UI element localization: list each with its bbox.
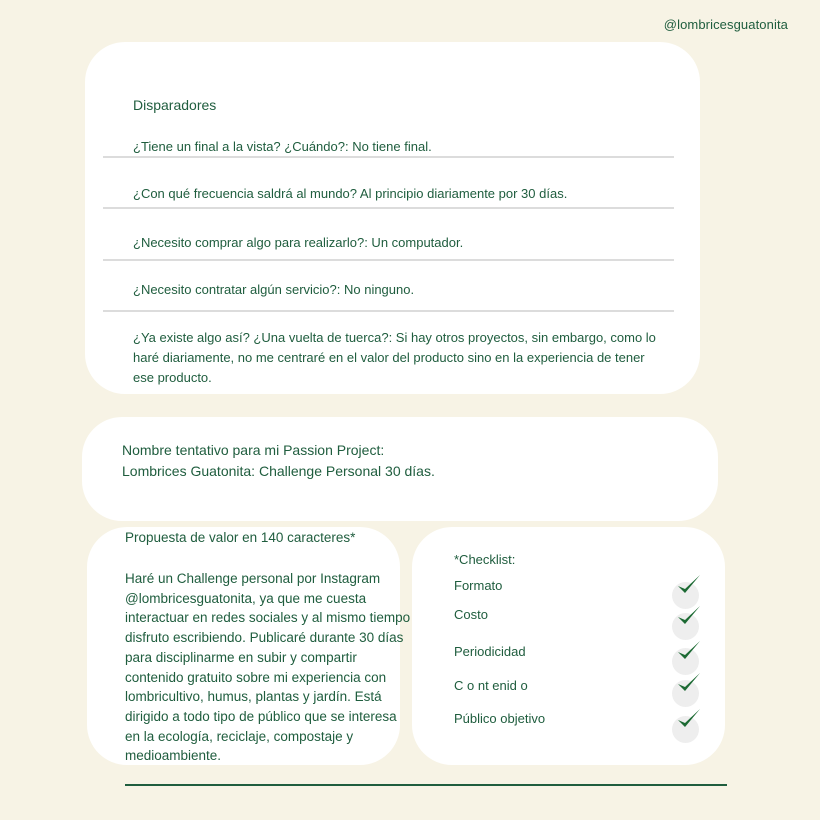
divider xyxy=(103,207,674,209)
trigger-question: ¿Necesito comprar algo para realizarlo?: Un computador. xyxy=(133,235,464,250)
trigger-question: ¿Con qué frecuencia saldrá al mundo? Al principio diariamente por 30 días. xyxy=(133,186,568,201)
value-proposition-title: Propuesta de valor en 140 caracteres* xyxy=(125,530,356,545)
checkmark-icon xyxy=(676,706,702,732)
checklist-card xyxy=(412,527,725,765)
divider xyxy=(103,310,674,312)
divider xyxy=(103,156,674,158)
checkmark-icon xyxy=(676,638,702,664)
trigger-question: ¿Necesito contratar algún servicio?: No ninguno. xyxy=(133,282,415,297)
checklist-item-label: Público objetivo xyxy=(454,711,546,726)
divider xyxy=(103,259,674,261)
trigger-question: ¿Ya existe algo así? ¿Una vuelta de tuerca?: Si hay otros proyectos, sin embargo, como lo haré diariamente, no me centraré en el valor del producto sino en la experiencia de tener ese producto. xyxy=(133,330,656,385)
project-name-card xyxy=(82,417,718,521)
checklist-item-label: Costo xyxy=(454,607,488,622)
instagram-handle: @lombricesguatonita xyxy=(663,17,788,32)
trigger-question: ¿Tiene un final a la vista? ¿Cuándo?: No tiene final. xyxy=(133,139,432,154)
checkmark-icon xyxy=(676,572,702,598)
checklist-item-check[interactable] xyxy=(672,576,699,603)
project-name-label: Nombre tentativo para mi Passion Project: xyxy=(122,442,385,458)
checklist-item-check[interactable] xyxy=(672,642,699,669)
triggers-card xyxy=(85,42,700,394)
checklist-title: *Checklist: xyxy=(454,552,516,567)
value-proposition-card xyxy=(87,527,411,765)
checklist-item-check[interactable] xyxy=(672,710,699,737)
checklist-item-check[interactable] xyxy=(672,607,699,634)
checklist-item-label: Formato xyxy=(454,578,503,593)
checkmark-icon xyxy=(676,670,702,696)
triggers-title: Disparadores xyxy=(133,97,217,113)
checklist-item-label: Periodicidad xyxy=(454,644,526,659)
bottom-divider xyxy=(125,784,727,786)
checkmark-icon xyxy=(676,603,702,629)
project-name-value: Lombrices Guatonita: Challenge Personal 30 días. xyxy=(122,463,435,479)
checklist-item-check[interactable] xyxy=(672,674,699,701)
value-proposition-body: Haré un Challenge personal por Instagram @lombricesguatonita, ya que me cuesta interactuar en redes sociales y al mismo tiempo disfruto escribiendo. Publicaré durante 30 días para disciplinarme en subir y compartir contenido gratuito sobre mi experiencia con lombricultivo, humus, plantas y jardín. Está dirigido a todo tipo de público que se interesa en la ecología, reciclaje, compostaje y medioambiente. xyxy=(125,571,411,764)
checklist-item-label: C o nt enid o xyxy=(454,678,528,693)
